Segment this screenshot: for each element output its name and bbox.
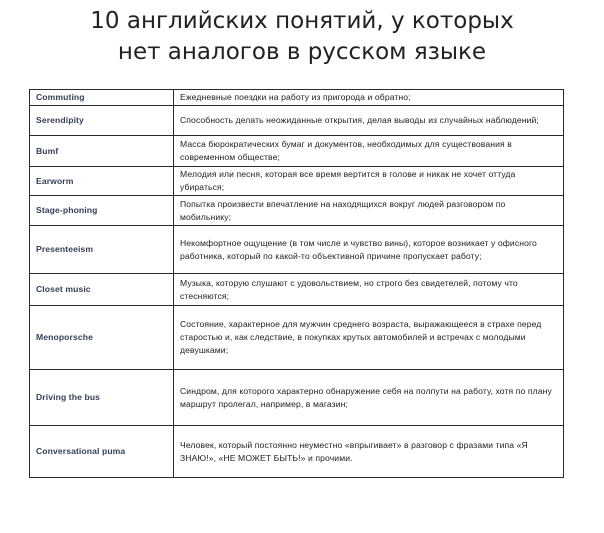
term-driving-the-bus: Driving the bus — [36, 392, 101, 402]
definition-cell — [174, 136, 564, 167]
definition-commuting: Ежедневные поездки на работу из пригорода и обратно; — [180, 92, 411, 102]
table-row — [30, 370, 564, 426]
term-cell — [30, 306, 174, 370]
term-stage-phoning: Stage-phoning — [36, 205, 98, 215]
definition-menoporsche: Состояние, характерное для мужчин среднего возраста, выражающееся в страхе перед старостью и, как следствие, в покупках крутых автомобилей и встречах с молодыми девушками; — [180, 319, 542, 355]
table-row — [30, 90, 564, 106]
title-line-2: нет аналогов в русском языке — [117, 39, 487, 65]
definition-closet-music: Музыка, которую слушают с удовольствием, но строго без свидетелей, потому что стесняются; — [180, 277, 518, 301]
definition-stage-phoning: Попытка произвести впечатление на находящихся вокруг людей разговором по мобильнику; — [180, 198, 506, 222]
table-row — [30, 426, 564, 478]
table-row — [30, 196, 564, 226]
term-conversational-puma: Conversational puma — [36, 446, 126, 456]
term-commuting: Commuting — [36, 92, 85, 102]
table-row — [30, 274, 564, 306]
definition-cell — [174, 167, 564, 196]
term-cell — [30, 106, 174, 136]
definition-presenteeism: Некомфортное ощущение (в том числе и чувство вины), которое возникает у офисного работника, который по какой-то объективной причине пропускает работу; — [180, 237, 537, 261]
term-cell — [30, 426, 174, 478]
terms-table — [29, 89, 564, 478]
table-row — [30, 136, 564, 167]
page-title — [0, 6, 604, 68]
definition-cell — [174, 196, 564, 226]
definition-cell — [174, 226, 564, 274]
term-cell — [30, 274, 174, 306]
term-cell — [30, 167, 174, 196]
term-presenteeism: Presenteeism — [36, 244, 94, 254]
definition-cell — [174, 90, 564, 106]
term-cell — [30, 136, 174, 167]
term-menoporsche: Menoporsche — [36, 332, 93, 342]
definition-cell — [174, 274, 564, 306]
definition-cell — [174, 426, 564, 478]
term-earworm: Earworm — [36, 175, 74, 186]
table-row — [30, 106, 564, 136]
definition-cell — [174, 306, 564, 370]
term-cell — [30, 196, 174, 226]
term-closet-music: Closet music — [36, 284, 91, 294]
term-cell — [30, 226, 174, 274]
term-cell — [30, 90, 174, 106]
term-bumf: Bumf — [36, 145, 59, 156]
term-serendipity: Serendipity — [36, 115, 84, 125]
table-row — [30, 306, 564, 370]
definition-conversational-puma: Человек, который постоянно неуместно «впрыгивает» в разговор с фразами типа «Я ЗНАЮ!», «НЕ МОЖЕТ БЫТЬ!» и прочими. — [180, 439, 528, 463]
definition-serendipity: Способность делать неожиданные открытия, делая выводы из случайных наблюдений; — [180, 115, 539, 125]
definition-earworm: Мелодия или песня, которая все время вертится в голове и никак не хочет оттуда убираться; — [180, 169, 516, 192]
definition-driving-the-bus: Синдром, для которого характерно обнаружение себя на полпути на работу, хотя по плану маршрут пролегал, например, в магазин; — [180, 385, 552, 409]
title-line-1: 10 английских понятий, у которых — [90, 8, 514, 34]
term-cell — [30, 370, 174, 426]
table-row — [30, 226, 564, 274]
table-row — [30, 167, 564, 196]
definition-cell — [174, 370, 564, 426]
definition-bumf: Масса бюрократических бумаг и документов, необходимых для существования в современном обществе; — [180, 139, 512, 162]
definition-cell — [174, 106, 564, 136]
